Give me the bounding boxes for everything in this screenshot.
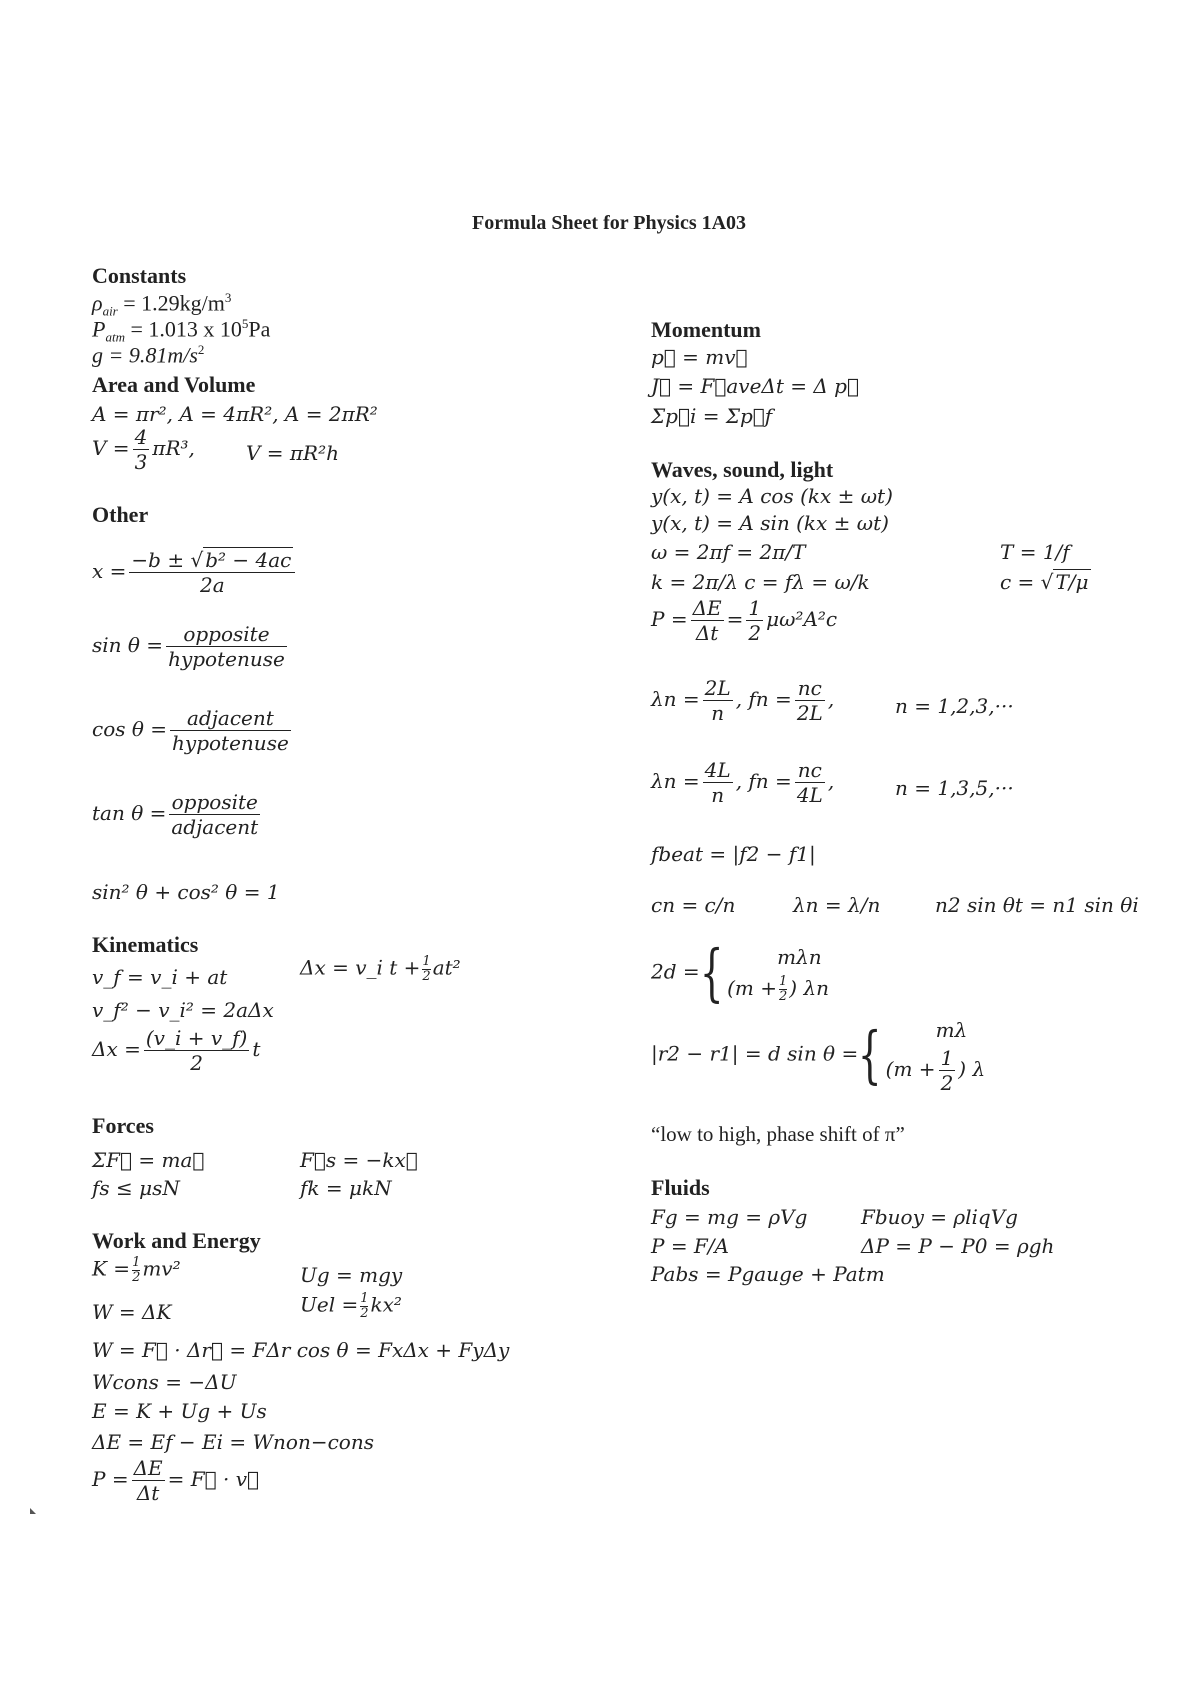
forces-heading: Forces [92,1113,154,1138]
constant-g: $g = 9.81m/s^2$ [92,342,205,368]
wave-cos: y(x, t) = A cos (kx ± ωt) [651,484,893,508]
static-friction: fs ≤ μsN [92,1176,180,1200]
hooke-law: F⃗s = −kx⃗ [300,1148,418,1172]
sine-definition: sin θ = $\frac{\text{opposite}}{\text{hypotenuse}}$ [92,622,285,671]
total-energy: E = K + Ug + Us [92,1399,267,1423]
work-definition: W = F⃗ · Δr⃗ = FΔr cos θ = FxΔx + FyΔy [92,1338,510,1362]
sphere-volume-formula: V = $\frac{4}{3}$ πR³, [92,425,195,474]
power-formula: P = $\frac{\Delta E}{\Delta t}$ = F⃗ · v⃗ [92,1456,259,1505]
constant-rho-air: $\rho_{air} = 1.29kg/m^3$ [92,290,232,319]
index-speed: cn = c/n [651,893,736,917]
path-difference: |r2 − r1| = d sin θ ={ mλ (m + $\frac{1}{2}$ ) λ [651,1018,986,1095]
constant-p-atm: $P_{atm} = 1.013$ x $10^5Pa$ [92,316,271,345]
pressure-formula: P = F/A [651,1234,729,1258]
standing-wave-harmonics-odd: n = 1,3,5,··· [895,776,1014,800]
momentum-conservation: Σp⃗i = Σp⃗f [651,404,773,428]
kinematics-average: Δx = $\frac{(v\_i + v\_f)}{2}$ t [92,1026,261,1075]
kinematics-velocity: v_f = v_i + at [92,965,228,989]
trig-identity: sin² θ + cos² θ = 1 [92,880,280,904]
weight-formula: Fg = mg = ρVg [651,1205,808,1229]
snell-law: n2 sin θt = n1 sin θi [935,893,1139,917]
impulse-formula: J⃗ = F⃗aveΔt = Δ p⃗ [651,374,859,398]
wave-number: k = 2π/λ c = fλ = ω/k [651,570,870,594]
cosine-definition: cos θ = $\frac{\text{adjacent}}{\text{hypotenuse}}$ [92,706,289,755]
kinematics-heading: Kinematics [92,932,199,957]
energy-change: ΔE = Ef − Ei = Wnon−cons [92,1430,374,1454]
constants-heading: Constants [92,263,187,288]
gravitational-potential: Ug = mgy [300,1263,403,1287]
wave-sin: y(x, t) = A sin (kx ± ωt) [651,511,889,535]
waves-heading: Waves, sound, light [651,457,834,482]
elastic-potential: Uel = $\frac{1}{2}$ kx² [300,1291,402,1321]
standing-wave-one-end: λn = $\frac{4L}{n}$ , fn = $\frac{nc}{4L}$ , [651,758,835,807]
phase-shift-note: “low to high, phase shift of π” [651,1122,905,1146]
kinetic-energy: K = $\frac{1}{2}$ mv² [92,1255,181,1285]
work-energy-heading: Work and Energy [92,1228,261,1253]
index-wavelength: λn = λ/n [793,893,881,917]
conservative-work: Wcons = −ΔU [92,1370,237,1394]
newton-second-law: ΣF⃗ = ma⃗ [92,1148,205,1172]
fluids-heading: Fluids [651,1175,710,1200]
quadratic-formula: x = $\frac{\text{−b ± √ b² − 4ac}}{2a}$ [92,548,298,597]
period-formula: T = 1/f [1000,540,1070,564]
thin-film-condition: 2d ={ mλn (m + $\frac{1}{2}$ ) λn [651,936,829,1009]
cylinder-volume-formula: V = πR²h [246,441,340,465]
kinematics-velocity-squared: v_f² − v_i² = 2aΔx [92,998,274,1022]
hydrostatic-pressure: ΔP = P − P0 = ρgh [861,1234,1055,1258]
momentum-definition: p⃗ = mv⃗ [651,345,748,369]
area-volume-heading: Area and Volume [92,372,256,397]
standing-wave-both-ends: λn = $\frac{2L}{n}$ , fn = $\frac{nc}{2L}$ , [651,676,835,725]
wave-power: P = $\frac{\Delta E}{\Delta t}$ = $\frac{1}{2}$ μω²A²c [651,596,838,645]
beat-frequency: fbeat = |f2 − f1| [651,842,816,866]
other-heading: Other [92,502,149,527]
area-formulas: A = πr², A = 4πR², A = 2πR² [92,402,378,426]
momentum-heading: Momentum [651,317,761,342]
string-wave-speed: c = √ T/μ [1000,570,1089,594]
kinetic-friction: fk = μkN [300,1176,392,1200]
tangent-definition: tan θ = $\frac{\text{opposite}}{\text{adjacent}}$ [92,790,259,839]
cursor-mark-icon [30,1508,36,1514]
buoyancy-formula: Fbuoy = ρliqVg [861,1205,1018,1229]
kinematics-displacement: Δx = v_i t + $\frac{1}{2}$ at² [300,954,461,984]
standing-wave-harmonics-all: n = 1,2,3,··· [895,694,1014,718]
page-title: Formula Sheet for Physics 1A03 [472,212,747,234]
work-energy-theorem: W = ΔK [92,1300,172,1324]
absolute-pressure: Pabs = Pgauge + Patm [651,1262,885,1286]
angular-frequency: ω = 2πf = 2π/T [651,540,806,564]
